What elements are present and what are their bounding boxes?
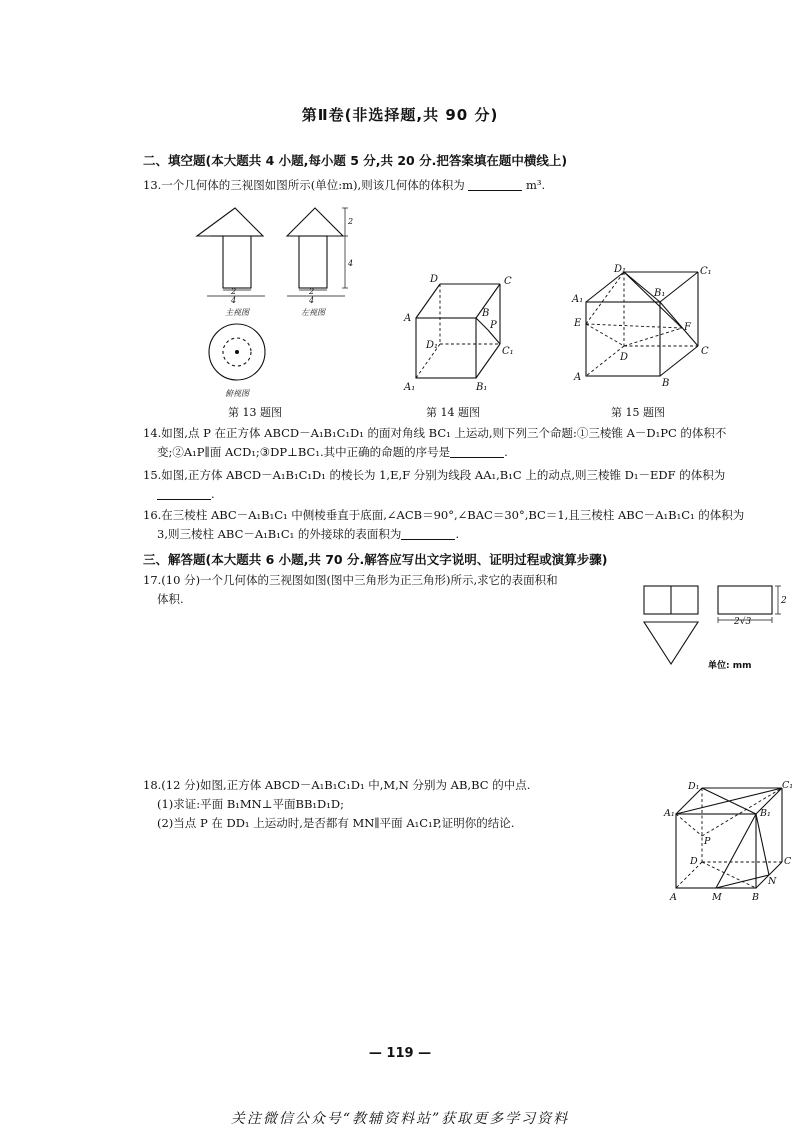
figure-14 bbox=[398, 268, 523, 396]
front-view-label: 主视图 bbox=[225, 308, 249, 317]
fig17-unit: 单位: mm bbox=[708, 661, 752, 671]
caption-13: 第 13 题图 bbox=[228, 406, 282, 419]
vertex-label: B₁ bbox=[760, 808, 771, 819]
vertex-label: C bbox=[784, 856, 792, 867]
part-title: 第Ⅱ卷(非选择题,共 90 分) bbox=[301, 106, 499, 124]
vertex-label: B₁ bbox=[654, 288, 666, 299]
vertex-label: M bbox=[712, 892, 722, 903]
vertex-label: A₁ bbox=[404, 382, 416, 393]
q15-line1: 15.如图,正方体 ABCD－A₁B₁C₁D₁ 的棱长为 1,E,F 分别为线段 AA₁,B₁C 上的动点,则三棱锥 D₁－EDF 的体积为 bbox=[143, 468, 726, 482]
vertex-label: A bbox=[404, 313, 412, 324]
page-number: — 119 — bbox=[368, 1046, 432, 1061]
vertex-label: C bbox=[504, 276, 512, 287]
left-view-label: 左视图 bbox=[301, 308, 325, 317]
vertex-label: D₁ bbox=[688, 781, 700, 792]
vertex-label: B bbox=[662, 378, 670, 389]
vertex-label: A₁ bbox=[572, 294, 584, 305]
q13-unit: m³. bbox=[526, 178, 546, 192]
answer-blank bbox=[157, 487, 211, 500]
answer-blank bbox=[401, 527, 455, 540]
vertex-label: D bbox=[430, 274, 439, 285]
q14-line1: 14.如图,点 P 在正方体 ABCD－A₁B₁C₁D₁ 的面对角线 BC₁ 上运动,则下列三个命题:①三棱锥 A－D₁PC 的体积不 bbox=[143, 426, 727, 440]
left-view-roof bbox=[287, 208, 343, 236]
question-16: 16.在三棱柱 ABC－A₁B₁C₁ 中侧棱垂直于底面,∠ACB＝90°,∠BAC＝30°,BC＝1,且三棱柱 ABC－A₁B₁C₁ 的体积为 3,则三棱柱 ABC－A₁B₁C₁ 的外接球的表面积为 . bbox=[143, 508, 745, 541]
vertex-label: C₁ bbox=[700, 266, 712, 277]
q17-line2: 体积. bbox=[157, 592, 184, 606]
vertex-label: D bbox=[690, 856, 698, 867]
q14-line2: 变;②A₁P∥面 ACD₁;③DP⊥BC₁.其中正确的命题的序号是 bbox=[157, 445, 451, 459]
vertex-label: A bbox=[670, 892, 677, 903]
dim-label: 2 bbox=[231, 287, 237, 296]
question-18 bbox=[143, 776, 530, 833]
front-view-roof bbox=[197, 208, 263, 236]
dim-label: 4 bbox=[348, 259, 354, 268]
section2-heading: 二、填空题(本大题共 4 小题,每小题 5 分,共 20 分.把答案填在题中横线上) bbox=[143, 153, 568, 168]
dim-label: 2 bbox=[309, 287, 315, 296]
figure-13 bbox=[195, 200, 370, 400]
caption-14: 第 14 题图 bbox=[426, 406, 480, 419]
front-view-body bbox=[223, 236, 251, 288]
top-view-label: 俯视图 bbox=[225, 389, 249, 398]
vertex-label: P bbox=[704, 836, 711, 847]
q17-line1: 17.(10 分)一个几何体的三视图如图(图中三角形为正三角形)所示,求它的表面积和 bbox=[143, 573, 558, 587]
vertex-label: C₁ bbox=[502, 346, 514, 357]
vertex-label: A bbox=[574, 372, 582, 383]
left-view-body bbox=[299, 236, 327, 288]
dim-label: 2 bbox=[348, 217, 354, 226]
q13-text: 13.一个几何体的三视图如图所示(单位:m),则该几何体的体积为 bbox=[143, 178, 465, 192]
q18-line2: (1)求证:平面 B₁MN⊥平面BB₁D₁D; bbox=[157, 797, 344, 811]
dim-label: 4 bbox=[309, 296, 315, 305]
figure-15 bbox=[568, 262, 718, 390]
q16-line1: 16.在三棱柱 ABC－A₁B₁C₁ 中侧棱垂直于底面,∠ACB＝90°,∠BAC＝30°,BC＝1,且三棱柱 ABC－A₁B₁C₁ 的体积为 bbox=[143, 508, 745, 522]
question-15: 15.如图,正方体 ABCD－A₁B₁C₁D₁ 的棱长为 1,E,F 分别为线段 AA₁,B₁C 上的动点,则三棱锥 D₁－EDF 的体积为 . bbox=[143, 468, 726, 501]
vertex-label: P bbox=[490, 320, 497, 331]
vertex-label: C bbox=[701, 346, 709, 357]
dim-label: 2 bbox=[781, 596, 787, 606]
q18-line3: (2)当点 P 在 DD₁ 上运动时,是否都有 MN∥平面 A₁C₁P,证明你的结论. bbox=[157, 816, 515, 830]
figure-17 bbox=[638, 578, 788, 670]
section3-heading: 三、解答题(本大题共 6 小题,共 70 分.解答应写出文字说明、证明过程或演算步骤) bbox=[143, 552, 608, 567]
dim-label: 4 bbox=[231, 296, 237, 305]
vertex-label: A₁ bbox=[664, 808, 675, 819]
vertex-label: F bbox=[684, 322, 691, 333]
question-17 bbox=[143, 571, 558, 609]
vertex-label: B₁ bbox=[476, 382, 488, 393]
vertex-label: B bbox=[482, 308, 490, 319]
vertex-label: B bbox=[752, 892, 759, 903]
question-13 bbox=[143, 176, 545, 195]
question-14: 14.如图,点 P 在正方体 ABCD－A₁B₁C₁D₁ 的面对角线 BC₁ 上运动,则下列三个命题:①三棱锥 A－D₁PC 的体积不 变;②A₁P∥面 ACD₁;③DP⊥BC₁.其中正确的命题的序号是 . bbox=[143, 426, 727, 459]
vertex-label: C₁ bbox=[782, 780, 794, 791]
footer-note: 关注微信公众号“教辅资料站”获取更多学习资料 bbox=[230, 1111, 570, 1127]
figure-18 bbox=[662, 778, 794, 904]
vertex-label: D₁ bbox=[426, 340, 439, 351]
vertex-label: D₁ bbox=[614, 264, 627, 275]
vertex-label: N bbox=[768, 876, 777, 887]
q16-line2: 3,则三棱柱 ABC－A₁B₁C₁ 的外接球的表面积为 bbox=[157, 527, 402, 541]
answer-blank bbox=[468, 178, 522, 191]
caption-15: 第 15 题图 bbox=[611, 406, 665, 419]
answer-blank bbox=[450, 445, 504, 458]
vertex-label: E bbox=[574, 318, 582, 329]
q18-line1: 18.(12 分)如图,正方体 ABCD－A₁B₁C₁D₁ 中,M,N 分别为 AB,BC 的中点. bbox=[143, 778, 531, 792]
dim-label: 2√3 bbox=[734, 617, 752, 627]
vertex-label: D bbox=[620, 352, 629, 363]
